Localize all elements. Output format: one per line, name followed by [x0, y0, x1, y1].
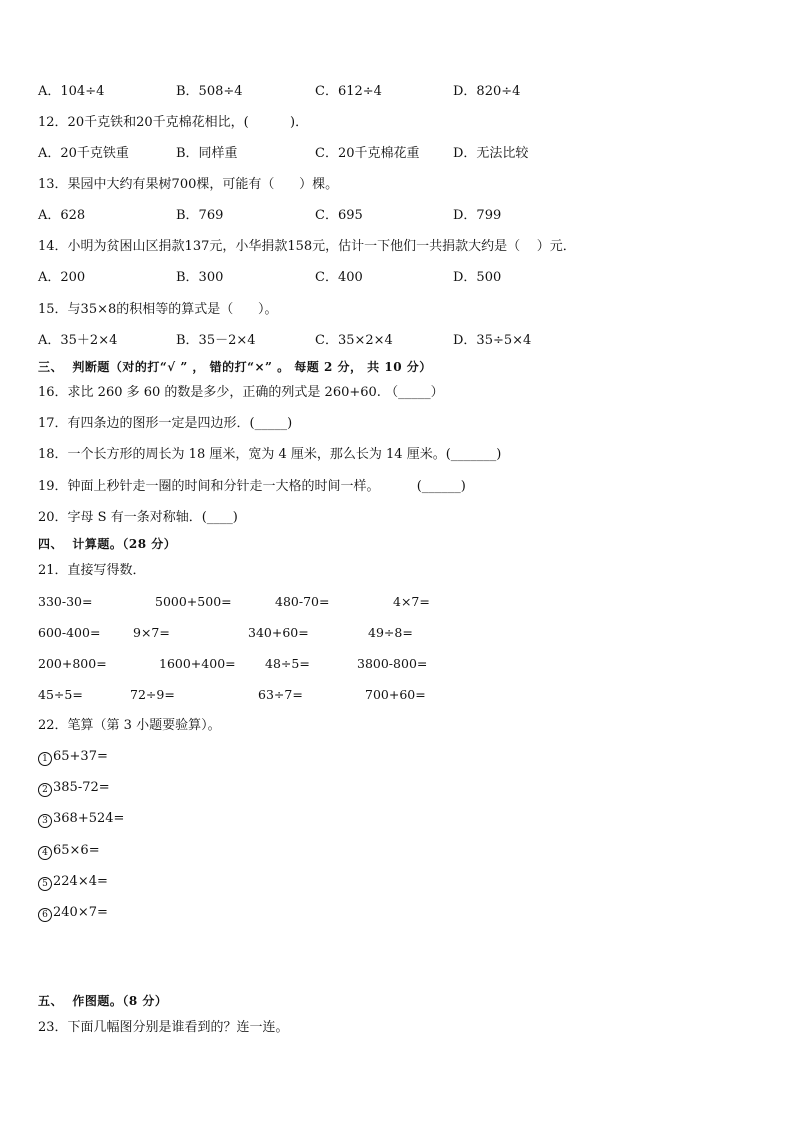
written-calc-expr: 368+524=	[53, 811, 125, 826]
written-calc-item-3	[38, 811, 124, 828]
section-5-heading: 五、 作图题。（8 分）	[38, 994, 168, 1008]
question-22: 22．笔算（第 3 小题要验算）。	[38, 718, 221, 733]
q15-option-d: D．35÷5×4	[453, 333, 532, 348]
q11-option-b: B．508÷4	[176, 84, 243, 99]
calc-item: 340+60=	[248, 625, 309, 640]
question-18: 18．一个长方形的周长为 18 厘米，宽为 4 厘米，那么长为 14 厘米。(_______)	[38, 447, 502, 462]
q11-option-a: A．104÷4	[38, 84, 105, 99]
q11-option-c: C．612÷4	[315, 84, 382, 99]
calc-item: 63÷7=	[258, 687, 303, 702]
written-calc-expr: 224×4=	[53, 874, 108, 889]
circled-number: 6	[38, 908, 52, 922]
q12-option-a: A．20千克铁重	[38, 146, 129, 161]
question-17: 17．有四条边的图形一定是四边形．(_____)	[38, 416, 293, 431]
q13-option-c: C．695	[315, 208, 363, 223]
q13-option-d: D．799	[453, 208, 502, 223]
question-15: 15．与35×8的积相等的算式是（ ）。	[38, 302, 278, 317]
question-23: 23．下面几幅图分别是谁看到的？连一连。	[38, 1020, 289, 1035]
question-19: 19．钟面上秒针走一圈的时间和分针走一大格的时间一样。 (______)	[38, 479, 466, 494]
circled-number: 5	[38, 877, 52, 891]
q12-option-d: D．无法比较	[453, 146, 529, 161]
calc-item: 330-30=	[38, 594, 93, 609]
question-13: 13．果园中大约有果树700棵，可能有（ ）棵。	[38, 177, 339, 192]
q14-option-b: B．300	[176, 270, 224, 285]
calc-item: 72÷9=	[130, 687, 175, 702]
written-calc-item-2	[38, 780, 110, 797]
q12-option-c: C．20千克棉花重	[315, 146, 420, 161]
written-calc-expr: 240×7=	[53, 905, 108, 920]
circled-number: 2	[38, 783, 52, 797]
calc-item: 48÷5=	[265, 656, 310, 671]
q15-option-c: C．35×2×4	[315, 333, 393, 348]
question-16: 16．求比 260 多 60 的数是多少，正确的列式是 260+60. （_____）	[38, 385, 444, 400]
written-calc-item-6	[38, 905, 108, 922]
q12-option-b: B．同样重	[176, 146, 238, 161]
written-calc-expr: 65+37=	[53, 749, 108, 764]
circled-number: 3	[38, 814, 52, 828]
calc-item: 45÷5=	[38, 687, 83, 702]
written-calc-expr: 385-72=	[53, 780, 110, 795]
calc-item: 49÷8=	[368, 625, 413, 640]
q13-option-a: A．628	[38, 208, 86, 223]
q11-option-d: D．820÷4	[453, 84, 521, 99]
q15-option-a: A．35＋2×4	[38, 333, 118, 348]
calc-item: 200+800=	[38, 656, 107, 671]
q14-option-a: A．200	[38, 270, 86, 285]
question-21: 21．直接写得数．	[38, 563, 146, 578]
calc-item: 480-70=	[275, 594, 330, 609]
q14-option-c: C．400	[315, 270, 363, 285]
question-12: 12．20千克铁和20千克棉花相比，( )．	[38, 115, 309, 130]
q15-option-b: B．35－2×4	[176, 333, 256, 348]
written-calc-expr: 65×6=	[53, 843, 100, 858]
written-calc-item-1	[38, 749, 108, 766]
written-calc-item-4	[38, 843, 100, 860]
calc-item: 3800-800=	[357, 656, 428, 671]
question-14: 14．小明为贫困山区捐款137元，小华捐款158元，估计一下他们一共捐款大约是（ ）元．	[38, 239, 576, 254]
calc-item: 700+60=	[365, 687, 426, 702]
question-20: 20．字母 S 有一条对称轴．(____)	[38, 510, 238, 525]
circled-number: 1	[38, 752, 52, 766]
circled-number: 4	[38, 846, 52, 860]
calc-item: 5000+500=	[155, 594, 232, 609]
calc-item: 9×7=	[133, 625, 170, 640]
q14-option-d: D．500	[453, 270, 502, 285]
q13-option-b: B．769	[176, 208, 224, 223]
section-4-heading: 四、 计算题。（28 分）	[38, 537, 177, 551]
calc-item: 1600+400=	[159, 656, 236, 671]
section-3-heading: 三、 判断题（对的打“√ ” ， 错的打“×” 。 每题 2 分， 共 10 分）	[38, 360, 432, 374]
calc-item: 600-400=	[38, 625, 101, 640]
written-calc-item-5	[38, 874, 108, 891]
calc-item: 4×7=	[393, 594, 430, 609]
